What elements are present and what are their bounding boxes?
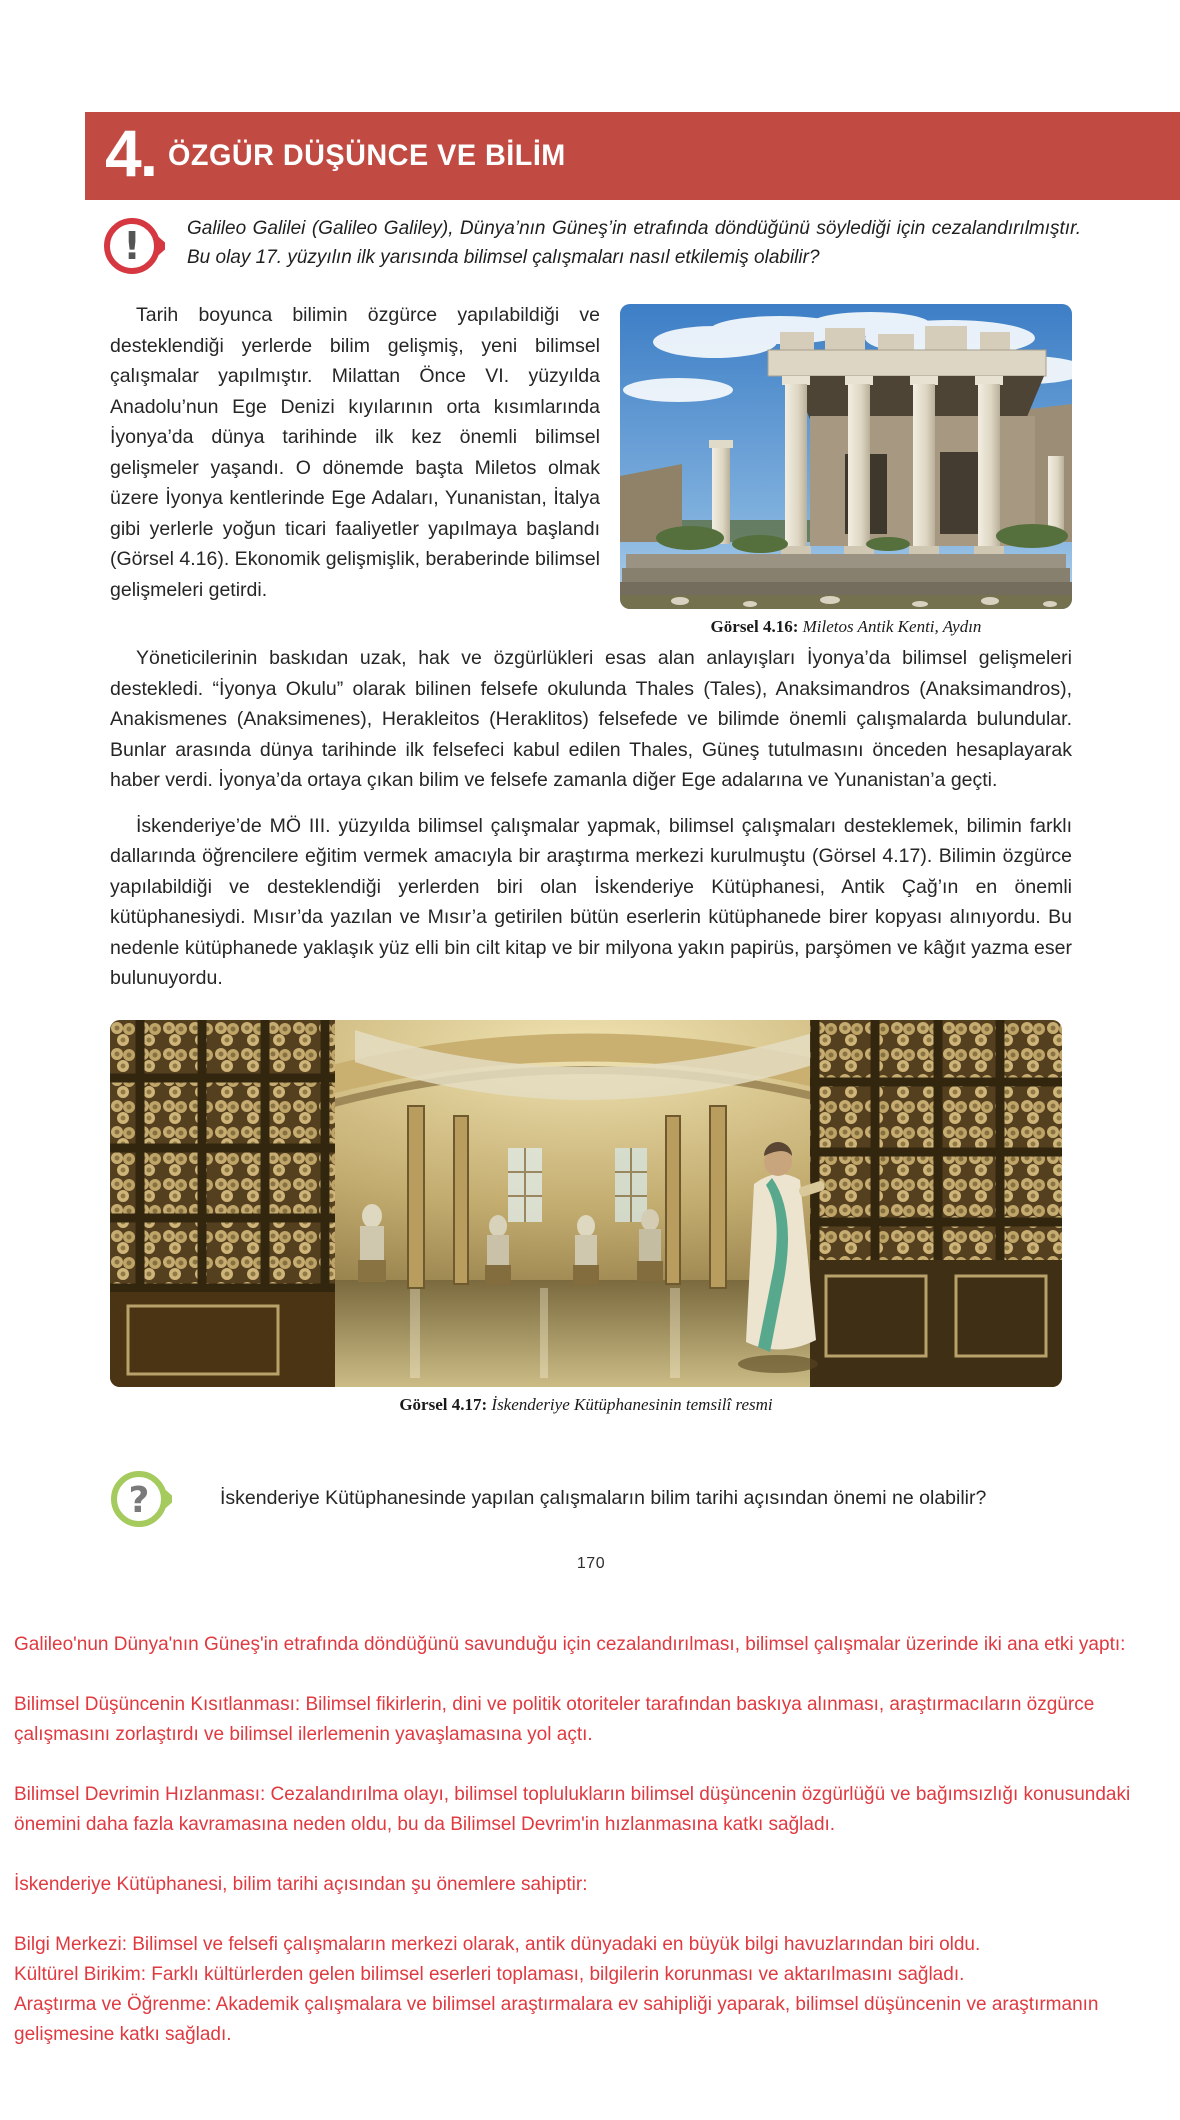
answers-section <box>14 1630 1168 2050</box>
main-content <box>110 300 1072 1573</box>
miletos-photo <box>620 304 1072 609</box>
figure-caption-alexandria <box>110 1393 1062 1417</box>
body-paragraph-1: Tarih boyunca bilimin özgürce yapılabildiği ve desteklendiği yerlerde bilim gelişmiş, yeni bilimsel çalışmalar yapılmıştır. Milattan Önce VI. yüzyılda Anadolu’nun Ege Denizi kıyılarının orta kısımlarında İyonya’da dünya tarihinde ilk kez önemli bilimsel gelişmeler yaşandı. O dönemde başta Miletos olmak üzere İyonya kentlerinde Ege Adaları, Yunanistan, İtalya gibi yerlerle yoğun ticari faaliyetler yapılmaya başlandı (Görsel 4.16). Ekonomik gelişmişlik, beraberinde bilimsel gelişmeleri getirdi. <box>110 304 600 601</box>
figure-caption-text: İskenderiye Kütüphanesinin temsilî resmi <box>491 1394 773 1414</box>
exclamation-icon <box>103 210 169 282</box>
figure-caption-miletos <box>620 615 1072 639</box>
answer-effect-1: Bilimsel Düşüncenin Kısıtlanması: Bilimsel fikirlerin, dini ve politik otoriteler tarafından baskıya alınması, araştırmacıların özgürce çalışmasını zorlaştırdı ve bilimsel ilerlemenin yavaşlamasına yol açtı. <box>14 1694 1095 1745</box>
alert-callout <box>103 208 1081 282</box>
figure-caption-text: Miletos Antik Kenti, Aydın <box>802 617 982 636</box>
answer-effect-2: Bilimsel Devrimin Hızlanması: Cezalandırılma olayı, bilimsel toplulukların bilimsel düşüncenin özgürlüğü ve bağımsızlığı konusundaki önemini daha fazla kavramasına neden oldu, bu da Bilimsel Devrim'in hızlanmasına katkı sağladı. <box>14 1784 1131 1835</box>
answer-point: Kültürel Birikim: Farklı kültürlerden gelen bilimsel eserleri toplaması, bilgilerin korunması ve aktarılmasını sağladı. <box>14 1964 965 1985</box>
body-paragraph-3: İskenderiye’de MÖ III. yüzyılda bilimsel çalışmalar yapmak, bilimsel çalışmaları desteklemek, bilimin farklı dallarında öğrencilere eğitim vermek amacıyla bir araştırma merkezi kurulmuştu (Görsel 4.17). Bilimin özgürce yapılabildiği ve desteklendiği yerlerden biri olan İskenderiye Kütüphanesi, Antik Çağ’ın en önemli kütüphanesiydi. Mısır’da yazılan ve Mısır’a getirilen bütün eserlerin kütüphanede birer kopyası alınıyordu. Bu nedenle kütüphanede yaklaşık yüz elli bin cilt kitap ve bir milyona yakın papirüs, parşömen ve kâğıt yazma eser bulunuyordu. <box>110 814 1072 989</box>
answer-point: Bilgi Merkezi: Bilimsel ve felsefi çalışmaların merkezi olarak, antik dünyadaki en büyük bilgi havuzlarından biri oldu. <box>14 1934 981 1955</box>
chapter-number: 4. <box>105 116 157 190</box>
alexandria-illustration <box>110 1020 1062 1387</box>
answer-intro: Galileo'nun Dünya'nın Güneş'in etrafında döndüğünü savunduğu için cezalandırılması, bilimsel çalışmalar üzerinde iki ana etki yaptı: <box>14 1634 1126 1655</box>
question-text: İskenderiye Kütüphanesinde yapılan çalışmaların bilim tarihi açısından önemi ne olabilir? <box>220 1487 987 1510</box>
figure-label: Görsel 4.17: <box>399 1394 488 1414</box>
svg-text:!: ! <box>123 224 141 268</box>
chapter-title: ÖZGÜR DÜŞÜNCE VE BİLİM <box>168 139 566 172</box>
figure-label: Görsel 4.16: <box>710 617 799 636</box>
question-icon <box>110 1463 176 1535</box>
answer-point: Araştırma ve Öğrenme: Akademik çalışmalara ve bilimsel araştırmalara ev sahipliği yaparak, bilimsel düşüncenin ve araştırmanın gelişmesine katkı sağladı. <box>14 1994 1099 2045</box>
body-paragraph-2: Yöneticilerinin baskıdan uzak, hak ve özgürlükleri esas alan anlayışları İyonya’da bilimsel gelişmeleri destekledi. “İyonya Okulu” olarak bilinen felsefe okulunda Thales (Tales), Anaksimandros (Anaksimandros), Anakismenes (Anaksimenes), Herakleitos (Heraklitos) felsefede ve bilimde önemli çalışmalarda bulundular. Bunlar arasında dünya tarihinde ilk felsefeci kabul edilen Thales, Güneş tutulmasını önceden hesaplayarak haber verdi. İyonya’da ortaya çıkan bilim ve felsefe zamanla diğer Ege adalarına ve Yunanistan’a geçti. <box>110 647 1072 791</box>
svg-text:?: ? <box>128 1479 150 1521</box>
page-number: 170 <box>576 1554 606 1572</box>
figure-miletos <box>620 304 1072 639</box>
question-callout <box>110 1463 1072 1535</box>
chapter-banner <box>85 112 1180 200</box>
figure-alexandria <box>110 1020 1062 1417</box>
alert-text: Galileo Galilei (Galileo Galiley), Dünya’nın Güneş’in etrafında döndüğünü söylediği için cezalandırılmıştır. Bu olay 17. yüzyılın ilk yarısında bilimsel çalışmaları nasıl etkilemiş olabilir? <box>187 218 1081 268</box>
answer-library-intro: İskenderiye Kütüphanesi, bilim tarihi açısından şu önemlere sahiptir: <box>14 1874 588 1895</box>
